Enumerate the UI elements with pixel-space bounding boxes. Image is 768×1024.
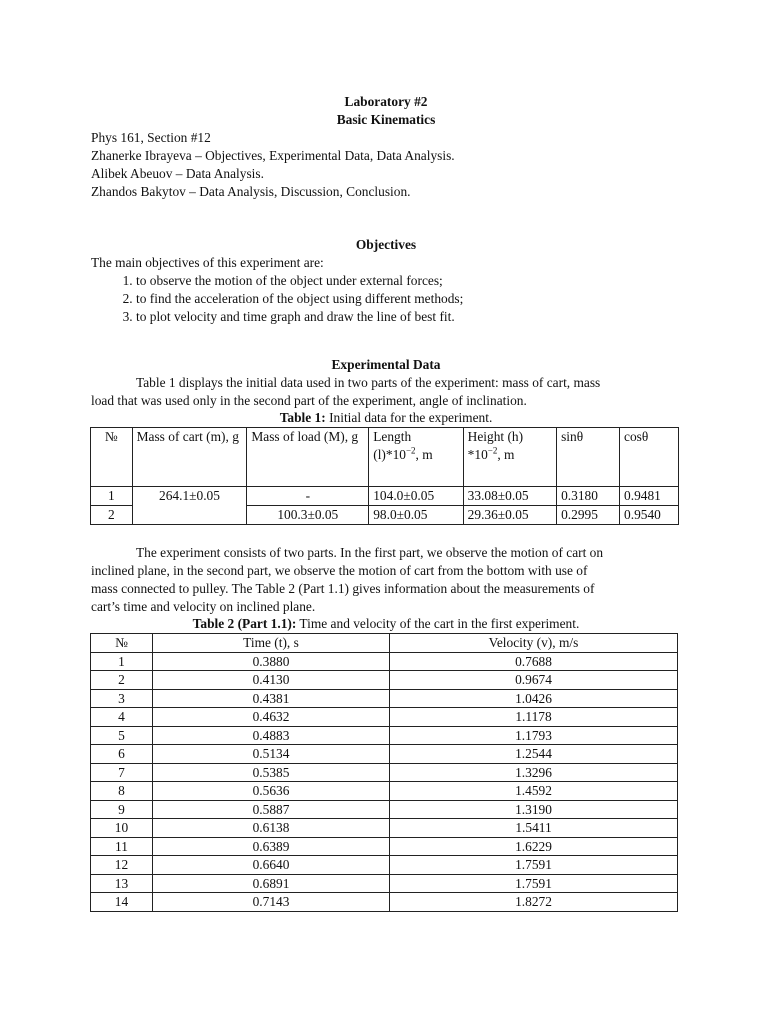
table-cell: 6	[91, 745, 153, 764]
table-cell: 3	[91, 689, 153, 708]
table-cell: 1	[91, 652, 153, 671]
header-text: Length (l)*10	[373, 429, 412, 462]
table-cell: 1.7591	[390, 856, 678, 875]
time-velocity-table	[90, 633, 678, 912]
header-cell: cosθ	[620, 428, 679, 487]
table-cell: 98.0±0.05	[369, 506, 463, 525]
table1-caption	[91, 409, 681, 427]
table-row	[91, 819, 678, 838]
paragraph-line: Table 1 displays the initial data used in two parts of the experiment: mass of cart, mass	[136, 375, 601, 390]
header-cell: №	[91, 634, 153, 653]
table-row	[91, 837, 678, 856]
caption-text: Time and velocity of the cart in the first experiment.	[296, 616, 580, 631]
table-row	[91, 708, 678, 727]
initial-data-table	[90, 427, 679, 525]
table-cell: 1.3190	[390, 800, 678, 819]
table-cell: 0.5385	[153, 763, 390, 782]
header-cell: Mass of load (M), g	[247, 428, 369, 487]
lab-title: Laboratory #2	[344, 94, 428, 109]
table-row	[91, 689, 678, 708]
table-cell: 4	[91, 708, 153, 727]
caption-label: Table 2 (Part 1.1):	[192, 616, 297, 631]
table-cell: 0.6389	[153, 837, 390, 856]
experimental-heading: Experimental Data	[331, 357, 441, 372]
table-cell: 7	[91, 763, 153, 782]
table-row	[91, 652, 678, 671]
header-text: Height (h) *10	[467, 429, 524, 462]
paragraph-line: The experiment consists of two parts. In the first part, we observe the motion of cart on	[136, 545, 604, 560]
table-cell: 0.2995	[557, 506, 620, 525]
objectives-heading: Objectives	[355, 237, 417, 252]
objective-item: 3. to plot velocity and time graph and draw the line of best fit.	[136, 308, 681, 326]
table-cell: 11	[91, 837, 153, 856]
header-cell: Velocity (v), m/s	[390, 634, 678, 653]
table-cell: 100.3±0.05	[247, 506, 369, 525]
table-cell: 0.6138	[153, 819, 390, 838]
unit: , m	[497, 447, 515, 462]
table-cell: 1.6229	[390, 837, 678, 856]
table-cell: 1.2544	[390, 745, 678, 764]
table-cell: 8	[91, 782, 153, 801]
table-cell: 0.5636	[153, 782, 390, 801]
author-line: Zhandos Bakytov – Data Analysis, Discussion, Conclusion.	[91, 184, 411, 199]
caption-label: Table 1:	[279, 410, 326, 425]
table-cell: 0.4130	[153, 671, 390, 690]
table-cell: 0.4883	[153, 726, 390, 745]
header-cell: sinθ	[557, 428, 620, 487]
objective-item: 2. to find the acceleration of the object using different methods;	[136, 290, 681, 308]
table-cell: 1.5411	[390, 819, 678, 838]
objective-item: 1. to observe the motion of the object under external forces;	[136, 272, 681, 290]
table-cell: 0.4381	[153, 689, 390, 708]
header-cell	[369, 428, 463, 487]
header-cell	[463, 428, 556, 487]
table-cell: 1.7591	[390, 874, 678, 893]
table-cell: 0.3880	[153, 652, 390, 671]
table-row	[91, 671, 678, 690]
author-line: Alibek Abeuov – Data Analysis.	[91, 166, 264, 181]
table-cell: 13	[91, 874, 153, 893]
table-cell: 0.4632	[153, 708, 390, 727]
exponent: −2	[405, 445, 416, 456]
table-cell: 33.08±0.05	[463, 487, 556, 506]
table-row	[91, 763, 678, 782]
table-cell: 9	[91, 800, 153, 819]
table-cell: 0.7143	[153, 893, 390, 912]
table-cell: 1.1178	[390, 708, 678, 727]
table-cell: 1.8272	[390, 893, 678, 912]
table-header-row	[91, 634, 678, 653]
table-cell: 0.9674	[390, 671, 678, 690]
exponent: −2	[487, 445, 498, 456]
table-cell: 1.0426	[390, 689, 678, 708]
table-cell: 0.7688	[390, 652, 678, 671]
table-cell: 0.9540	[620, 506, 679, 525]
table-row	[91, 726, 678, 745]
table-header-row	[91, 428, 679, 487]
table-cell: 5	[91, 726, 153, 745]
table-cell: 2	[91, 671, 153, 690]
table-cell: 29.36±0.05	[463, 506, 556, 525]
unit: , m	[415, 447, 433, 462]
caption-text: Initial data for the experiment.	[325, 410, 493, 425]
table-cell: 264.1±0.05	[132, 487, 247, 525]
table-cell: 0.3180	[557, 487, 620, 506]
table-row	[91, 893, 678, 912]
table-row	[91, 487, 679, 506]
table-row	[91, 874, 678, 893]
table-cell: 14	[91, 893, 153, 912]
table-row	[91, 782, 678, 801]
table-cell: 0.9481	[620, 487, 679, 506]
lab-subtitle: Basic Kinematics	[336, 112, 436, 127]
table-cell: 1.4592	[390, 782, 678, 801]
objectives-intro: The main objectives of this experiment are:	[91, 255, 324, 270]
header-cell: Mass of cart (m), g	[132, 428, 247, 487]
table-row	[91, 856, 678, 875]
table-cell: 104.0±0.05	[369, 487, 463, 506]
paragraph-line: mass connected to pulley. The Table 2 (Part 1.1) gives information about the measurements of	[91, 581, 595, 596]
table-cell: 0.6640	[153, 856, 390, 875]
table-cell: 0.5134	[153, 745, 390, 764]
objectives-list	[91, 272, 681, 326]
table-cell: 0.6891	[153, 874, 390, 893]
table-cell: 1.3296	[390, 763, 678, 782]
paragraph-line: load that was used only in the second part of the experiment, angle of inclination.	[91, 393, 527, 408]
author-line: Zhanerke Ibrayeva – Objectives, Experimental Data, Data Analysis.	[91, 148, 455, 163]
table-cell: 0.5887	[153, 800, 390, 819]
table-cell: 2	[91, 506, 133, 525]
header-cell: Time (t), s	[153, 634, 390, 653]
table2-caption	[91, 615, 681, 633]
table-cell: 1	[91, 487, 133, 506]
paragraph-line: cart’s time and velocity on inclined plane.	[91, 599, 316, 614]
table-cell: 10	[91, 819, 153, 838]
header-cell: №	[91, 428, 133, 487]
table-row	[91, 800, 678, 819]
table-body	[91, 652, 678, 911]
paragraph-line: inclined plane, in the second part, we observe the motion of cart from the bottom with use of	[91, 563, 588, 578]
table-cell: 12	[91, 856, 153, 875]
table-row	[91, 745, 678, 764]
course-line: Phys 161, Section #12	[91, 130, 211, 145]
table-cell: 1.1793	[390, 726, 678, 745]
table-cell: -	[247, 487, 369, 506]
